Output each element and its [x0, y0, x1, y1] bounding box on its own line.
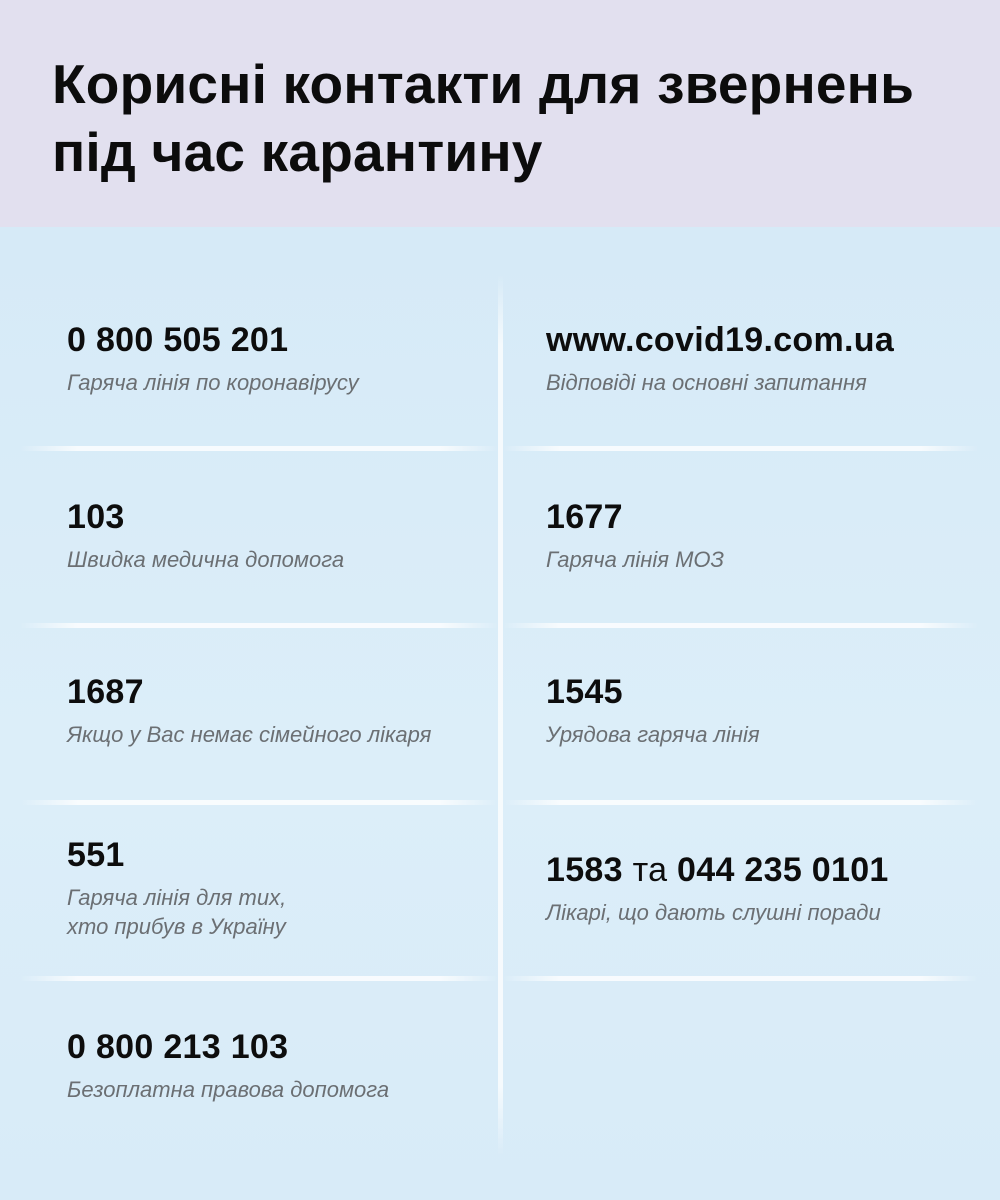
phone-numbers — [546, 850, 889, 890]
contact-description: Безоплатна правова допомога — [67, 1077, 390, 1102]
contact-description: Лікарі, що дають слушні поради — [546, 900, 881, 925]
column-divider — [498, 275, 503, 1155]
page-title-line-1: Корисні контакти для звернень — [52, 53, 915, 115]
contact-no-family-doctor — [67, 672, 431, 749]
row-divider — [503, 976, 978, 981]
contact-description: Швидка медична допомога — [67, 547, 345, 572]
phone-number[interactable]: 1677 — [546, 498, 623, 536]
connector-text: та — [622, 851, 678, 889]
contact-description-line-2: хто прибув в Україну — [67, 914, 286, 939]
contact-description: Якщо у Вас немає сімейного лікаря — [67, 722, 432, 747]
contact-ambulance — [67, 497, 344, 574]
row-divider — [20, 623, 498, 628]
contact-description: Гаряча лінія МОЗ — [546, 547, 725, 572]
phone-number[interactable]: 551 — [67, 836, 125, 874]
phone-number[interactable]: 0 800 213 103 — [67, 1028, 289, 1066]
contact-description — [67, 883, 286, 941]
contact-doctors-advice — [546, 850, 889, 927]
contact-hotline-coronavirus — [67, 320, 359, 397]
phone-number[interactable]: 044 235 0101 — [677, 851, 889, 889]
row-divider — [20, 446, 498, 451]
contact-description: Урядова гаряча лінія — [546, 722, 760, 747]
header-banner — [0, 0, 1000, 227]
row-divider — [20, 800, 498, 805]
website-link[interactable]: www.covid19.com.ua — [546, 321, 895, 359]
page-title — [52, 50, 972, 186]
row-divider — [503, 623, 978, 628]
contact-government-hotline — [546, 672, 760, 749]
page-title-line-2: під час карантину — [52, 121, 543, 183]
phone-number[interactable]: 1583 — [546, 851, 623, 889]
phone-number[interactable]: 1545 — [546, 673, 623, 711]
phone-number[interactable]: 1687 — [67, 673, 144, 711]
contact-website — [546, 320, 894, 397]
phone-number[interactable]: 0 800 505 201 — [67, 321, 289, 359]
contact-description-line-1: Гаряча лінія для тих, — [67, 885, 287, 910]
row-divider — [20, 976, 498, 981]
row-divider — [503, 800, 978, 805]
contact-moz-hotline — [546, 497, 724, 574]
phone-number[interactable]: 103 — [67, 498, 125, 536]
contact-legal-aid — [67, 1027, 389, 1104]
contact-description: Відповіді на основні запитання — [546, 370, 867, 395]
contact-arrivals-hotline — [67, 835, 286, 941]
contact-description: Гаряча лінія по коронавірусу — [67, 370, 359, 395]
row-divider — [503, 446, 978, 451]
